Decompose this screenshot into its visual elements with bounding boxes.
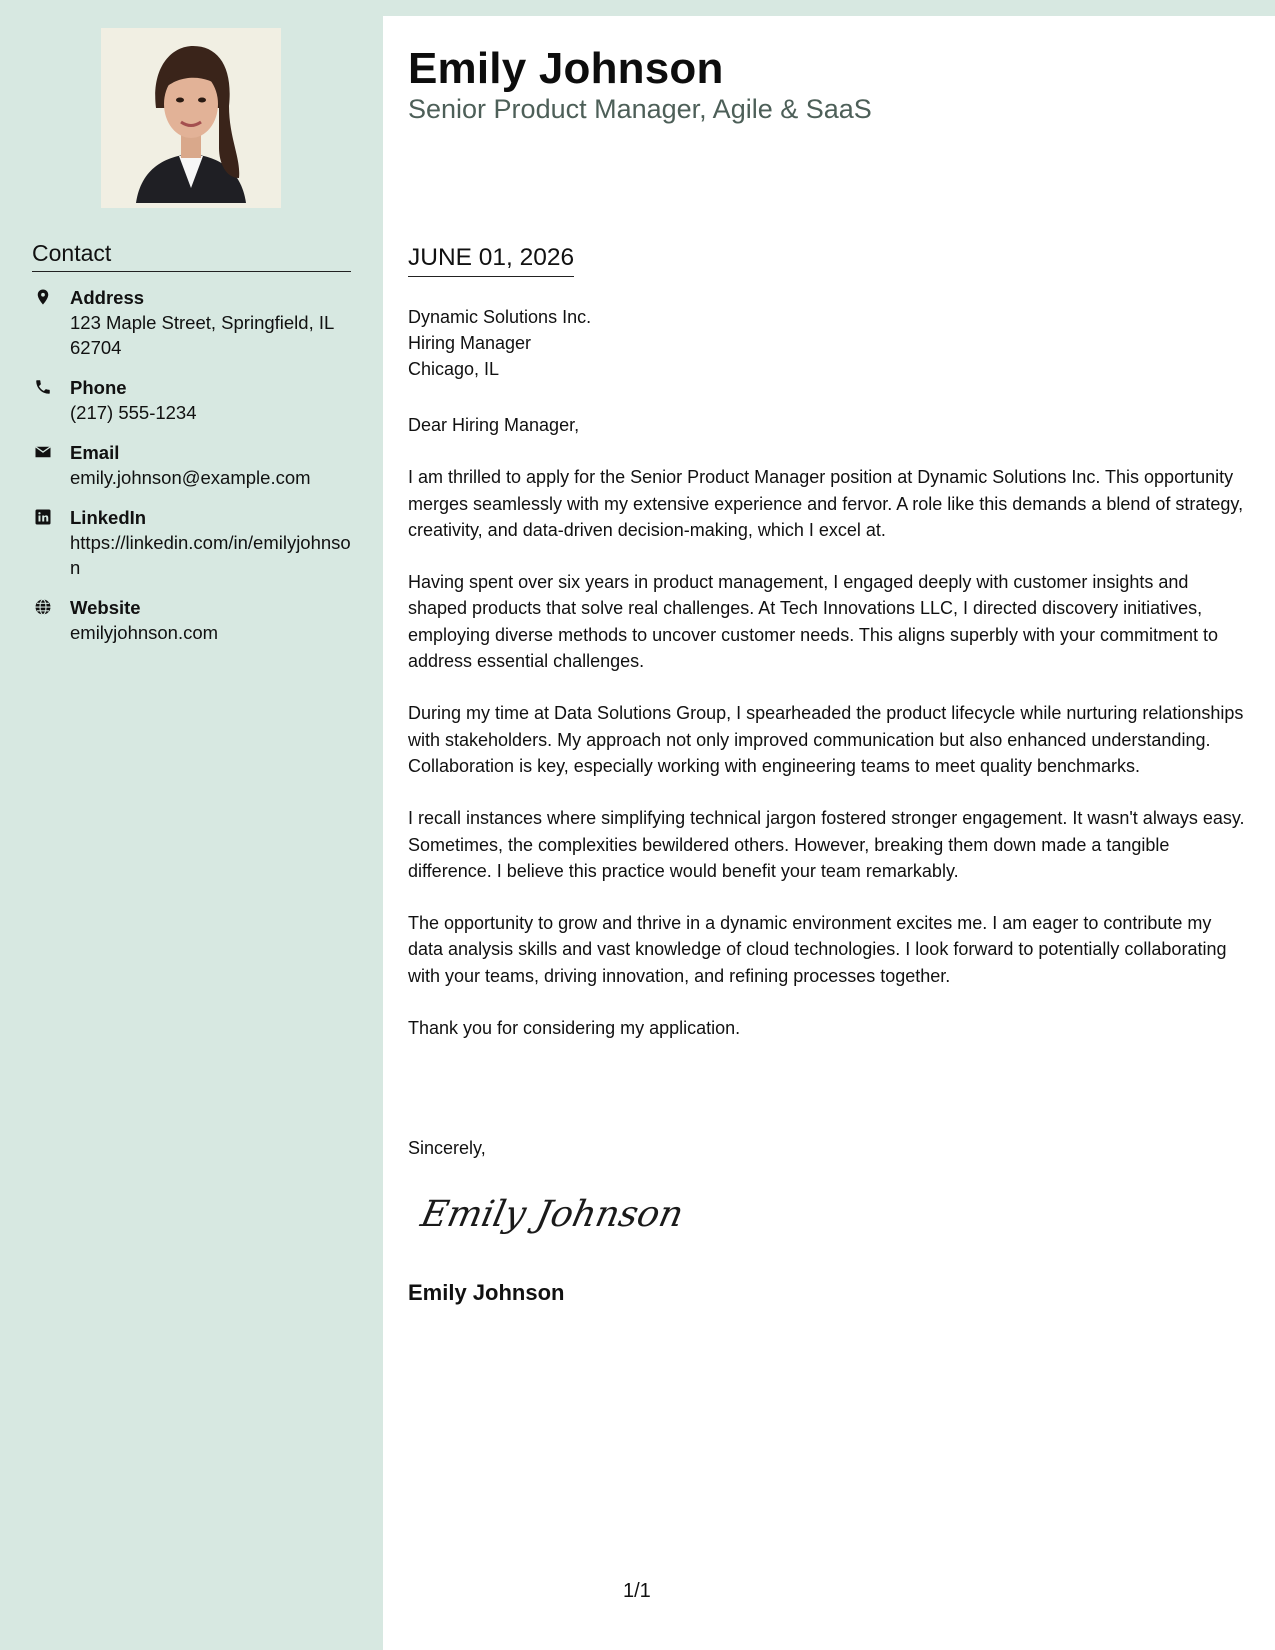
contact-heading: Contact xyxy=(32,240,351,272)
letter-body xyxy=(408,412,1248,1067)
contact-item-address xyxy=(32,286,351,360)
linkedin-link[interactable]: https://linkedin.com/in/emilyjohnson xyxy=(70,532,351,578)
contact-text xyxy=(70,596,351,645)
applicant-title: Senior Product Manager, Agile & SaaS xyxy=(408,94,872,124)
letter-paragraph: Having spent over six years in product management, I engaged deeply with customer insights and shaped products that solve real challenges. At Tech Innovations LLC, I directed discovery initiatives, employing diverse methods to uncover customer needs. This aligns superbly with your commitment to address essential challenges. xyxy=(408,572,1219,672)
location-pin-icon xyxy=(32,286,70,306)
letter-paragraph: Thank you for considering my application. xyxy=(408,1018,741,1039)
email-link[interactable]: emily.johnson@example.com xyxy=(70,467,311,488)
address-value: 123 Maple Street, Springfield, IL 62704 xyxy=(70,312,334,358)
envelope-icon xyxy=(32,441,70,461)
contact-item-linkedin xyxy=(32,506,351,580)
contact-section xyxy=(32,240,351,661)
linkedin-icon xyxy=(32,506,70,526)
contact-list xyxy=(32,286,351,645)
phone-icon xyxy=(32,376,70,396)
recipient-role: Hiring Manager xyxy=(408,333,532,353)
letter-paragraph: I recall instances where simplifying technical jargon fostered stronger engagement. It wasn't always easy. Sometimes, the complexities bewildered others. However, breaking them down made a tangible difference. I believe this practice would benefit your team remarkably. xyxy=(408,808,1245,881)
recipient-company: Dynamic Solutions Inc. xyxy=(408,307,592,327)
profile-photo xyxy=(101,28,281,208)
signed-name: Emily Johnson xyxy=(408,1280,565,1305)
letter-paragraph: The opportunity to grow and thrive in a dynamic environment excites me. I am eager to contribute my data analysis skills and vast knowledge of cloud technologies. I look forward to potentially collaborating with your teams, driving innovation, and refining processes together. xyxy=(408,913,1227,986)
globe-icon xyxy=(32,596,70,616)
contact-label: Phone xyxy=(70,377,127,398)
letter-paragraph: I am thrilled to apply for the Senior Product Manager position at Dynamic Solutions Inc. This opportunity merges seamlessly with my extensive experience and fervor. A role like this demands a blend of strategy, creativity, and data-driven decision-making, which I excel at. xyxy=(408,467,1244,540)
letter-main xyxy=(383,16,1275,1650)
contact-text xyxy=(70,506,351,580)
recipient-block xyxy=(408,304,591,382)
contact-label: Website xyxy=(70,597,141,618)
applicant-name: Emily Johnson xyxy=(408,44,724,93)
letter-date: JUNE 01, 2026 xyxy=(408,244,574,277)
sidebar xyxy=(0,0,383,1650)
recipient-location: Chicago, IL xyxy=(408,359,500,379)
page-number: 1/1 xyxy=(623,1580,651,1602)
handwritten-signature xyxy=(417,1180,688,1250)
signature-text: Emily Johnson xyxy=(417,1192,688,1235)
profile-photo-illustration xyxy=(101,28,281,208)
salutation: Dear Hiring Manager, xyxy=(408,415,580,435)
contact-item-phone xyxy=(32,376,351,425)
contact-text xyxy=(70,376,351,425)
contact-label: Email xyxy=(70,442,120,463)
letter-date-wrap xyxy=(408,244,574,277)
phone-value: (217) 555-1234 xyxy=(70,402,197,423)
contact-text xyxy=(70,286,351,360)
contact-item-email xyxy=(32,441,351,490)
closing: Sincerely, xyxy=(408,1138,486,1158)
letter-paragraph: During my time at Data Solutions Group, I spearheaded the product lifecycle while nurturing relationships with stakeholders. My approach not only improved communication but also enhanced understanding. Collaboration is key, especially working with engineering teams to meet quality benchmarks. xyxy=(408,703,1244,776)
signature-image xyxy=(417,1180,688,1250)
contact-item-website xyxy=(32,596,351,645)
website-link[interactable]: emilyjohnson.com xyxy=(70,622,219,643)
contact-text xyxy=(70,441,351,490)
contact-label: Address xyxy=(70,287,145,308)
contact-label: LinkedIn xyxy=(70,507,147,528)
